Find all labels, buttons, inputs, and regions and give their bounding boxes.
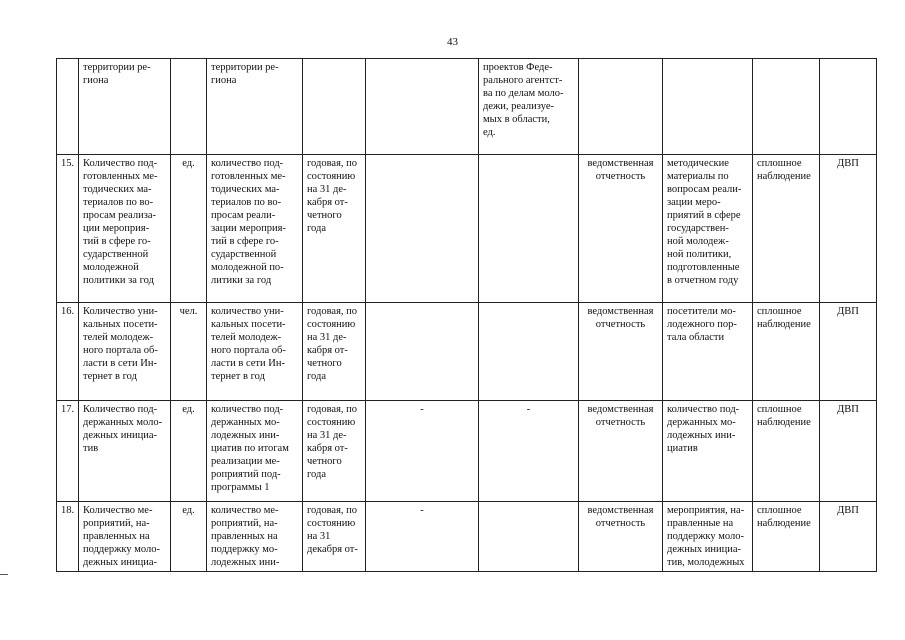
indicator-definition: количество под- готовленных ме- тодических ма- териалов по во- просам реали- зации мероприя- тий в сфере го- сударственной молодежной по- литики за год xyxy=(207,155,303,303)
indicator-table xyxy=(56,58,877,572)
unit-cell xyxy=(171,59,207,155)
table-row xyxy=(57,155,877,303)
formula-cell: - xyxy=(366,502,479,572)
periodicity-cell xyxy=(303,59,366,155)
row-number xyxy=(57,59,79,155)
periodicity-cell: годовая, по состоянию на 31 де- кабря от- четного года xyxy=(303,401,366,502)
unit-cell: ед. xyxy=(171,155,207,303)
indicator-name: Количество уни- кальных посети- телей молодеж- ного портала об- ласти в сети Ин- тернет в год xyxy=(79,303,171,401)
indicator-name: Количество под- готовленных ме- тодических ма- териалов по во- просам реализа- ции мероприя- тий в сфере го- сударственной молодежной политики за год xyxy=(79,155,171,303)
indicator-definition: территории ре- гиона xyxy=(207,59,303,155)
responsible-cell: ДВП xyxy=(820,401,877,502)
row-number: 16. xyxy=(57,303,79,401)
responsible-cell: ДВП xyxy=(820,155,877,303)
observation-object-cell: мероприятия, на- правленные на поддержку моло- дежных инициа- тив, молодежных xyxy=(663,502,753,572)
scan-edge-mark xyxy=(0,574,8,575)
unit-cell: ед. xyxy=(171,502,207,572)
data-source-cell: ведомственная отчетность xyxy=(579,155,663,303)
indicator-definition: количество ме- роприятий, на- правленных на поддержку мо- лодежных ини- xyxy=(207,502,303,572)
indicator-name: территории ре- гиона xyxy=(79,59,171,155)
formula-cell xyxy=(366,155,479,303)
collection-method-cell: сплошное наблюдение xyxy=(753,401,820,502)
responsible-cell: ДВП xyxy=(820,502,877,572)
formula-cell xyxy=(366,303,479,401)
data-source-cell xyxy=(579,59,663,155)
table-row xyxy=(57,303,877,401)
collection-method-cell: сплошное наблюдение xyxy=(753,155,820,303)
row-number: 18. xyxy=(57,502,79,572)
periodicity-cell: годовая, по состоянию на 31 декабря от- xyxy=(303,502,366,572)
collection-method-cell: сплошное наблюдение xyxy=(753,303,820,401)
observation-object-cell: методические материалы по вопросам реали- зации меро- приятий в сфере государствен- ной молодеж- ной политики, подготовленные в отчетном году xyxy=(663,155,753,303)
collection-method-cell xyxy=(753,59,820,155)
row-number: 15. xyxy=(57,155,79,303)
observation-object-cell xyxy=(663,59,753,155)
base-indicator-cell: - xyxy=(479,401,579,502)
formula-cell xyxy=(366,59,479,155)
indicator-definition: количество уни- кальных посети- телей молодеж- ного портала об- ласти в сети Ин- тернет в год xyxy=(207,303,303,401)
table-row xyxy=(57,59,877,155)
page-number: 43 xyxy=(447,36,458,48)
formula-cell: - xyxy=(366,401,479,502)
responsible-cell xyxy=(820,59,877,155)
observation-object-cell: количество под- держанных мо- лодежных ини- циатив xyxy=(663,401,753,502)
responsible-cell: ДВП xyxy=(820,303,877,401)
collection-method-cell: сплошное наблюдение xyxy=(753,502,820,572)
row-number: 17. xyxy=(57,401,79,502)
data-source-cell: ведомственная отчетность xyxy=(579,303,663,401)
unit-cell: ед. xyxy=(171,401,207,502)
indicator-name: Количество ме- роприятий, на- правленных на поддержку моло- дежных инициа- xyxy=(79,502,171,572)
base-indicator-cell xyxy=(479,155,579,303)
base-indicator-cell xyxy=(479,303,579,401)
periodicity-cell: годовая, по состоянию на 31 де- кабря от- четного года xyxy=(303,303,366,401)
observation-object-cell: посетители мо- лодежного пор- тала области xyxy=(663,303,753,401)
base-indicator-cell xyxy=(479,502,579,572)
indicator-definition: количество под- держанных мо- лодежных ини- циатив по итогам реализации ме- роприятий под- программы 1 xyxy=(207,401,303,502)
table-row xyxy=(57,502,877,572)
indicator-name: Количество под- держанных моло- дежных инициа- тив xyxy=(79,401,171,502)
base-indicator-cell: проектов Феде- рального агентст- ва по делам моло- дежи, реализуе- мых в области, ед. xyxy=(479,59,579,155)
periodicity-cell: годовая, по состоянию на 31 де- кабря от- четного года xyxy=(303,155,366,303)
data-source-cell: ведомственная отчетность xyxy=(579,502,663,572)
table-row xyxy=(57,401,877,502)
data-source-cell: ведомственная отчетность xyxy=(579,401,663,502)
unit-cell: чел. xyxy=(171,303,207,401)
